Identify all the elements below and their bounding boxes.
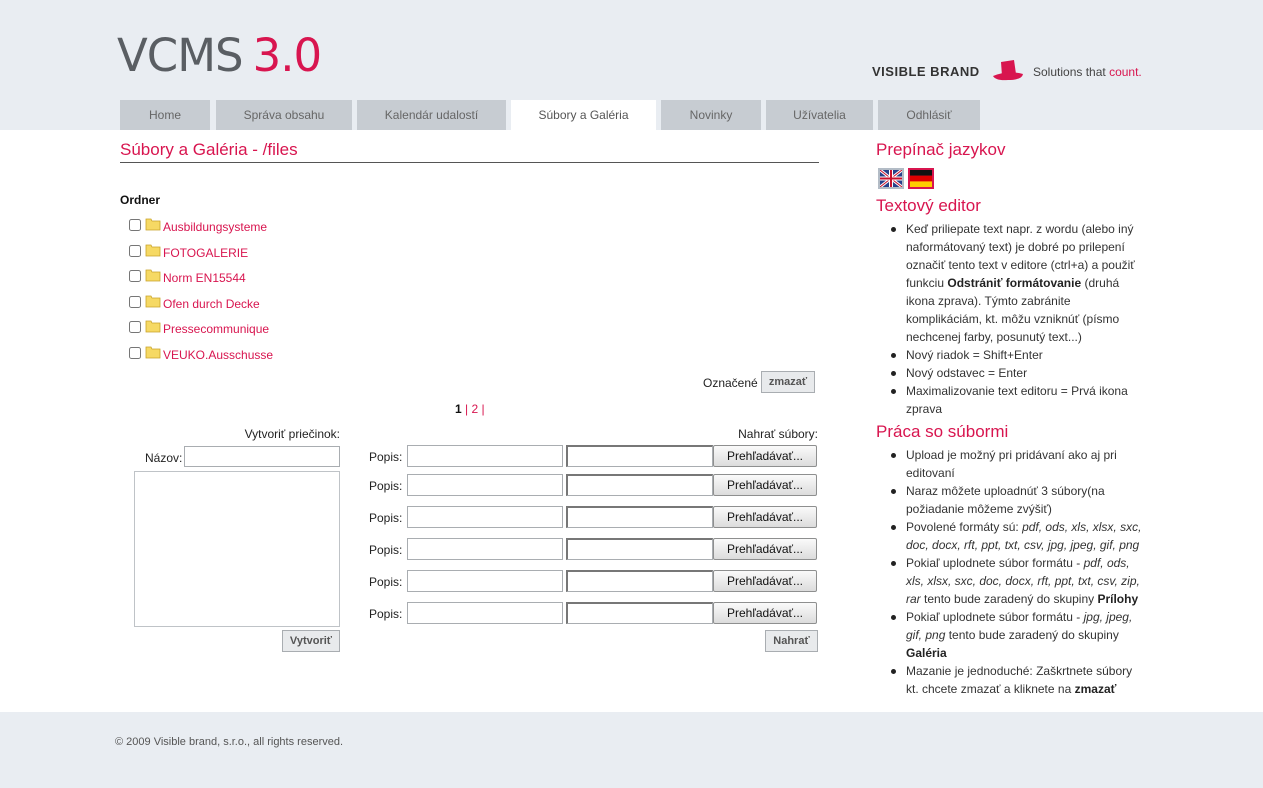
title-divider xyxy=(120,162,819,163)
brand-slogan: Solutions that count. xyxy=(1033,65,1142,79)
hat-icon xyxy=(992,58,1024,84)
footer xyxy=(0,712,1263,788)
popis-input[interactable] xyxy=(407,506,563,528)
upload-row xyxy=(369,506,819,530)
folder-link[interactable]: Ausbildungsysteme xyxy=(163,220,268,234)
copyright-text: © 2009 Visible brand, s.r.o., all rights reserved. xyxy=(115,736,344,748)
browse-button[interactable]: Prehľadávať... xyxy=(713,445,817,467)
page-separator: | xyxy=(478,402,485,416)
folder-checkbox[interactable] xyxy=(129,270,141,282)
list-item: Naraz môžete uploadnúť 3 súbory(na požiadanie môžeme zvýšiť) xyxy=(888,482,1148,518)
popis-input[interactable] xyxy=(407,570,563,592)
uk-flag-icon xyxy=(880,170,902,187)
lang-switcher-heading: Prepínač jazykov xyxy=(876,140,1006,159)
folder-description-textarea[interactable] xyxy=(134,471,340,627)
logo-version: 3.0 xyxy=(252,29,322,82)
upload-button[interactable]: Nahrať xyxy=(765,630,818,652)
folder-link[interactable]: FOTOGALERIE xyxy=(163,246,249,260)
folder-icon xyxy=(145,344,161,360)
folder-checkbox[interactable] xyxy=(129,219,141,231)
popis-label: Popis: xyxy=(369,450,403,464)
upload-row xyxy=(369,474,819,498)
upload-row xyxy=(369,570,819,594)
folder-link[interactable]: Ofen durch Decke xyxy=(163,297,260,311)
upload-row xyxy=(369,445,819,469)
file-work-heading: Práca so súbormi xyxy=(876,422,1009,441)
folder-icon xyxy=(145,216,161,232)
upload-heading: Nahrať súbory: xyxy=(738,427,818,441)
popis-input[interactable] xyxy=(407,474,563,496)
browse-button[interactable]: Prehľadávať... xyxy=(713,602,817,624)
list-item: Pokiaľ uplodnete súbor formátu - pdf, ods, xls, xlsx, sxc, doc, docx, rft, ppt, txt, csv, zip, rar tento bude zaradený do skupiny Prílohy xyxy=(888,554,1148,608)
pagination xyxy=(455,402,485,416)
ordner-heading: Ordner xyxy=(120,193,161,207)
create-folder-button[interactable]: Vytvoriť xyxy=(282,630,340,652)
folder-checkbox[interactable] xyxy=(129,296,141,308)
folder-icon xyxy=(145,242,161,258)
popis-label: Popis: xyxy=(369,543,403,557)
text-editor-heading: Textový editor xyxy=(876,196,981,215)
tab-kalendar-udalosti[interactable]: Kalendár udalostí xyxy=(357,100,506,130)
brand-name: VISIBLE BRAND xyxy=(872,64,980,79)
en-flag-icon[interactable] xyxy=(878,168,904,189)
popis-input[interactable] xyxy=(407,602,563,624)
file-path-input[interactable] xyxy=(566,570,713,592)
folder-icon xyxy=(145,318,161,334)
list-item: Maximalizovanie text editoru = Prvá ikona zprava xyxy=(888,382,1148,418)
file-path-input[interactable] xyxy=(566,474,713,496)
de-flag-icon[interactable] xyxy=(908,168,934,189)
tab-novinky[interactable]: Novinky xyxy=(661,100,761,130)
folder-checkbox[interactable] xyxy=(129,245,141,257)
list-item: Mazanie je jednoduché: Zaškrtnete súbory kt. chcete zmazať a kliknete na zmazať xyxy=(888,662,1148,698)
popis-label: Popis: xyxy=(369,575,403,589)
delete-button[interactable]: zmazať xyxy=(761,371,815,393)
folder-name-input[interactable] xyxy=(184,446,340,467)
tab-subory-a-galeria[interactable]: Súbory a Galéria xyxy=(511,100,656,130)
folder-checkbox[interactable] xyxy=(129,347,141,359)
page-current: 1 xyxy=(455,402,462,416)
list-item: Nový riadok = Shift+Enter xyxy=(888,346,1148,364)
browse-button[interactable]: Prehľadávať... xyxy=(713,474,817,496)
tab-odhlasit[interactable]: Odhlásiť xyxy=(878,100,980,130)
folder-icon xyxy=(145,293,161,309)
tab-sprava-obsahu[interactable]: Správa obsahu xyxy=(216,100,352,130)
popis-input[interactable] xyxy=(407,538,563,560)
popis-label: Popis: xyxy=(369,511,403,525)
folder-link[interactable]: Pressecommunique xyxy=(163,322,270,336)
folder-link[interactable]: VEUKO.Ausschusse xyxy=(163,348,274,362)
popis-label: Popis: xyxy=(369,479,403,493)
page-separator: | xyxy=(461,402,472,416)
list-item: Keď priliepate text napr. z wordu (alebo iný naformátovaný text) je dobré po prilepení označiť tento text v editore (ctrl+a) a použiť funkciu Odstrániť formátovanie (druhá ikona zprava). Týmto zabránite komplikáciám, kt. môžu vzniknúť (písmo nechcenej farby, posunutý text...) xyxy=(888,220,1148,346)
vcms-logo[interactable] xyxy=(117,28,321,84)
list-item: Nový odstavec = Enter xyxy=(888,364,1148,382)
folder-checkbox[interactable] xyxy=(129,321,141,333)
file-path-input[interactable] xyxy=(566,602,713,624)
browse-button[interactable]: Prehľadávať... xyxy=(713,538,817,560)
file-path-input[interactable] xyxy=(566,538,713,560)
german-flag-icon xyxy=(910,170,932,187)
browse-button[interactable]: Prehľadávať... xyxy=(713,506,817,528)
page-2-link[interactable]: 2 xyxy=(471,402,479,416)
logo-text: VCMS xyxy=(117,29,243,82)
file-work-tips xyxy=(888,446,1148,698)
folder-name-label: Názov: xyxy=(145,451,183,465)
list-item: Povolené formáty sú: pdf, ods, xls, xlsx, sxc, doc, docx, rft, ppt, txt, csv, jpg, jpeg, gif, png xyxy=(888,518,1148,554)
list-item: Pokiaľ uplodnete súbor formátu - jpg, jpeg, gif, png tento bude zaradený do skupiny Galéria xyxy=(888,608,1148,662)
list-item: Upload je možný pri pridávaní ako aj pri editovaní xyxy=(888,446,1148,482)
file-path-input[interactable] xyxy=(566,506,713,528)
upload-row xyxy=(369,602,819,626)
popis-input[interactable] xyxy=(407,445,563,467)
page-title: Súbory a Galéria - /files xyxy=(120,140,298,159)
file-path-input[interactable] xyxy=(566,445,713,467)
folder-icon xyxy=(145,267,161,283)
tab-home[interactable]: Home xyxy=(120,100,210,130)
text-editor-tips xyxy=(888,220,1148,418)
tab-uzivatelia[interactable]: Užívatelia xyxy=(766,100,873,130)
browse-button[interactable]: Prehľadávať... xyxy=(713,570,817,592)
folder-link[interactable]: Norm EN15544 xyxy=(163,271,246,285)
create-folder-heading: Vytvoriť priečinok: xyxy=(244,427,340,441)
oznacene-label: Označené xyxy=(703,376,758,390)
popis-label: Popis: xyxy=(369,607,403,621)
upload-row xyxy=(369,538,819,562)
